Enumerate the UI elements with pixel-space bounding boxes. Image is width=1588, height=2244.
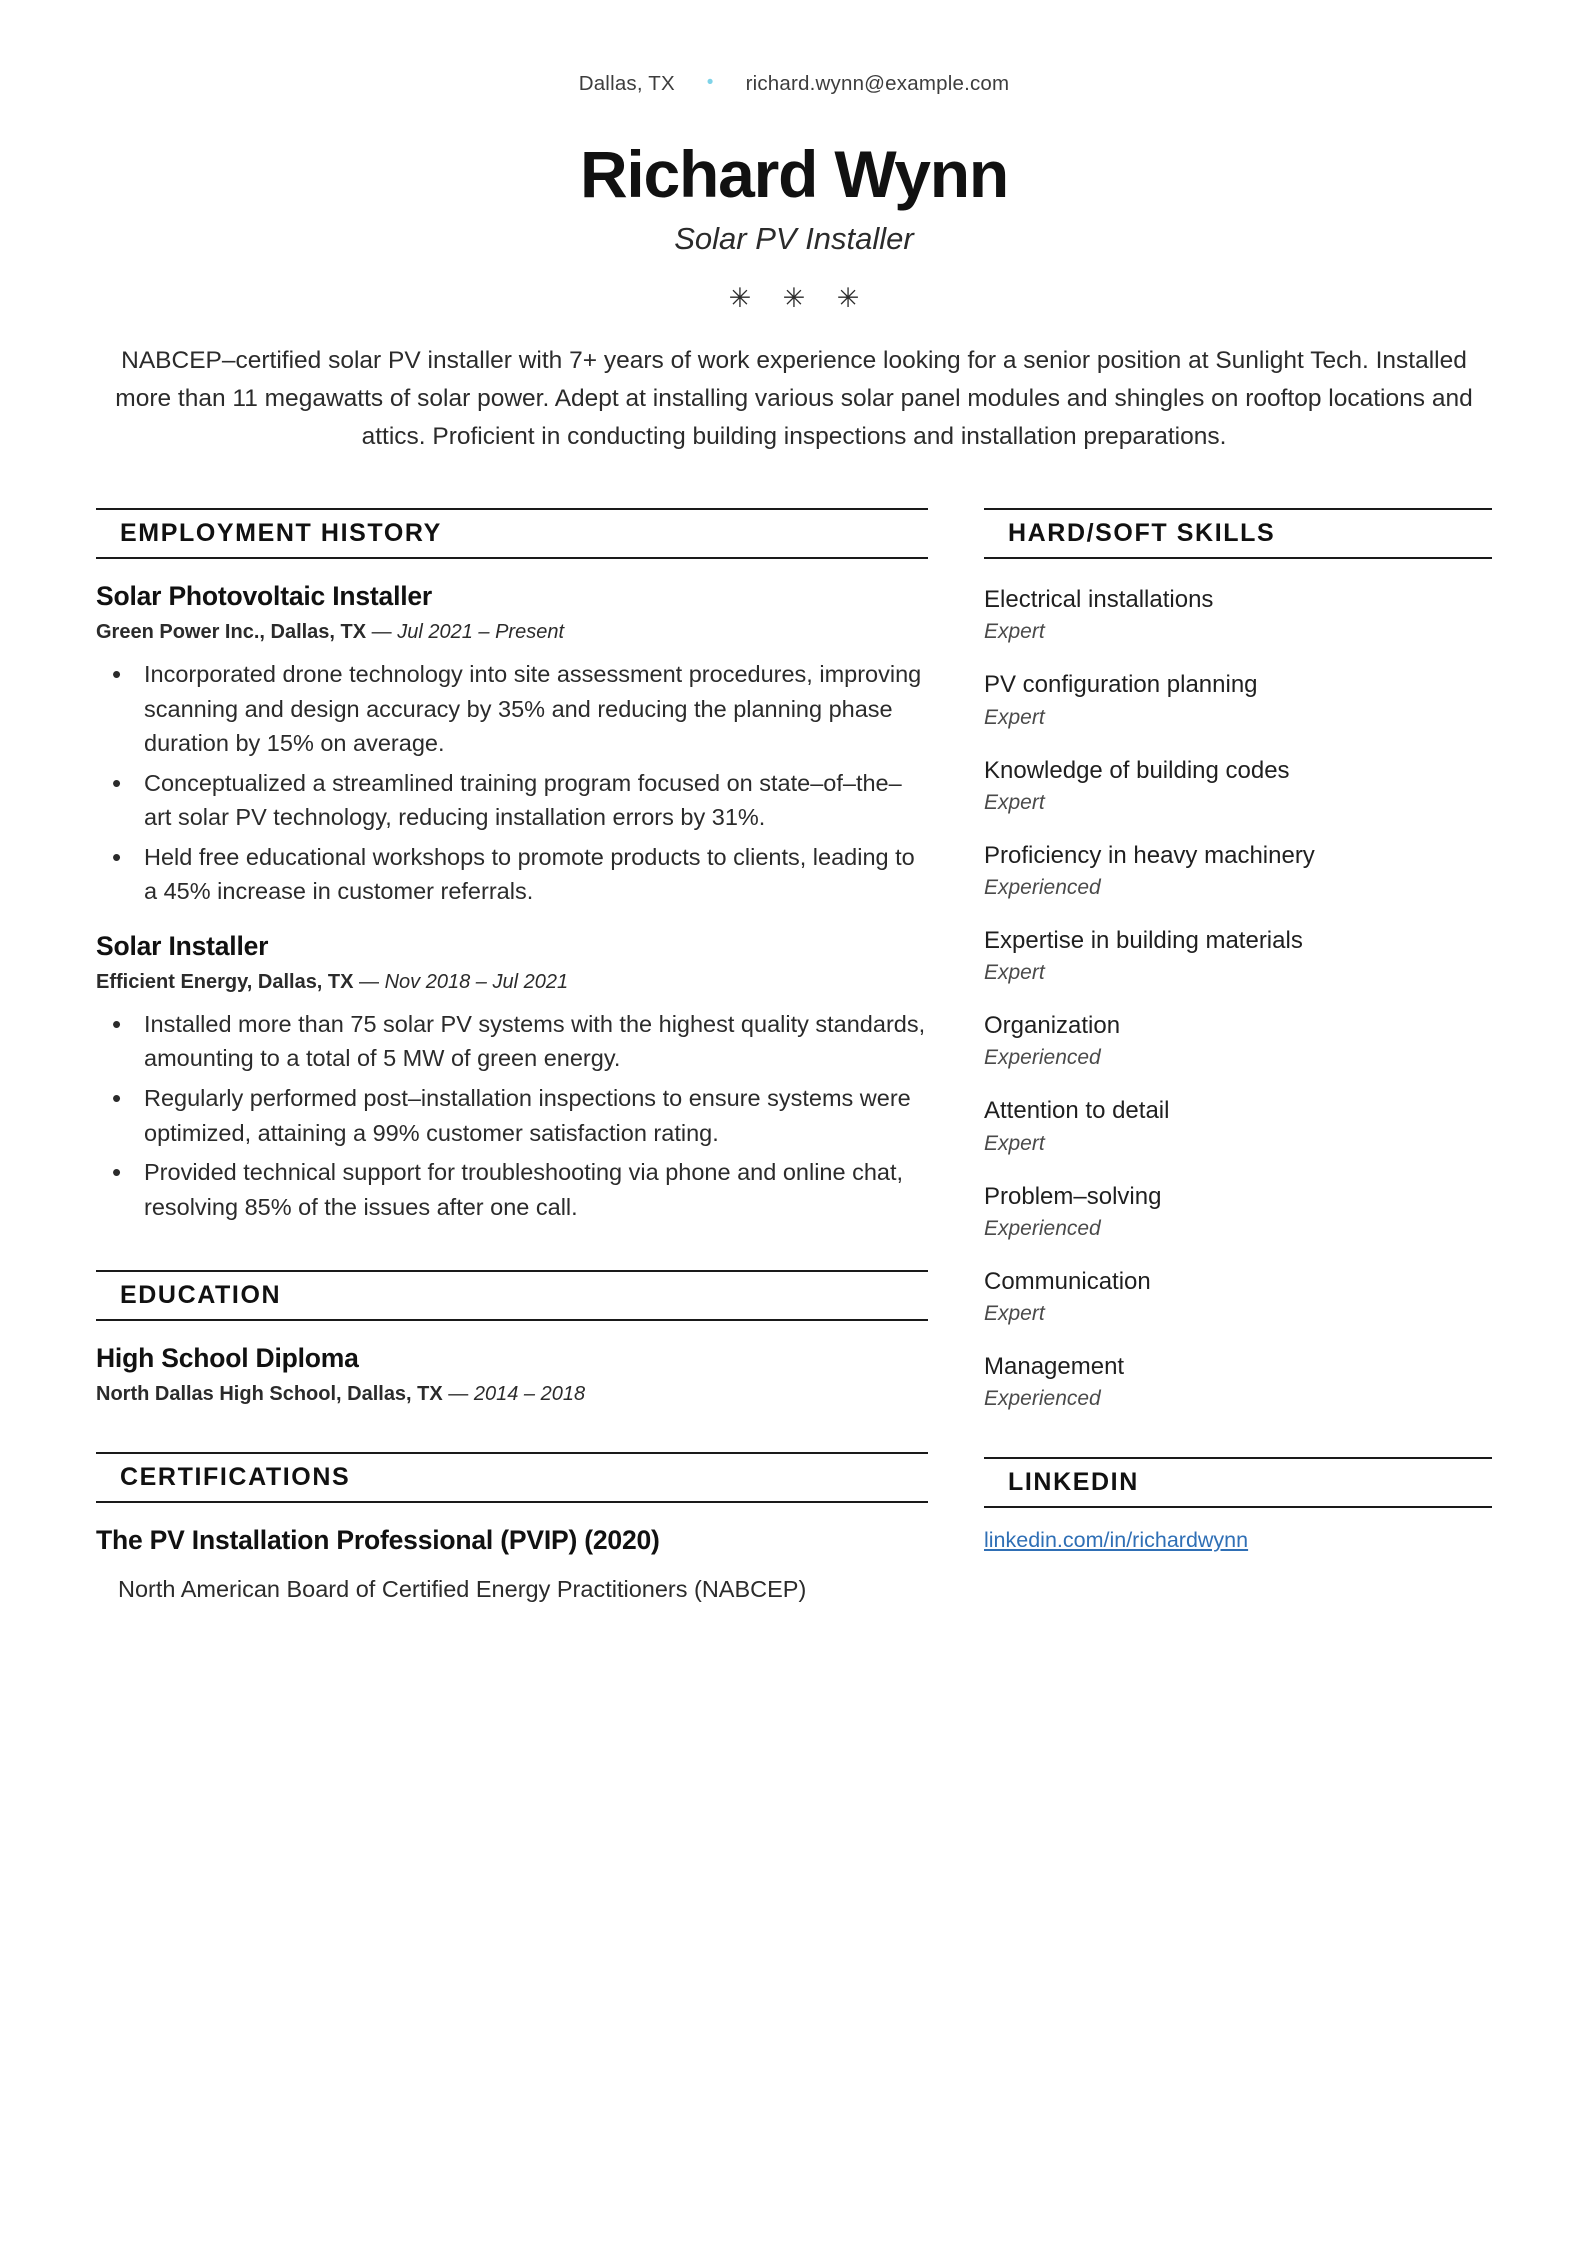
employment-entry-org: Efficient Energy, Dallas, TX (96, 970, 354, 993)
skill-level: Experienced (984, 1046, 1101, 1070)
section-skills (984, 508, 1492, 1411)
skill-name: Expertise in building materials (984, 926, 1303, 954)
employment-entry-org: Green Power Inc., Dallas, TX (96, 621, 367, 644)
employment-entry-title: Solar Installer (96, 930, 269, 961)
section-certifications (96, 1452, 928, 1607)
skill-level: Expert (984, 1301, 1045, 1325)
education-entry-dates: 2014 – 2018 (473, 1383, 586, 1406)
skill-level: Experienced (984, 1387, 1101, 1411)
employment-entry-meta (96, 621, 928, 644)
skill-item (984, 1351, 1492, 1411)
skill-item (984, 925, 1492, 985)
skill-name: Knowledge of building codes (984, 756, 1290, 784)
section-heading-employment: EMPLOYMENT HISTORY (96, 508, 928, 559)
left-column (96, 508, 928, 1617)
section-heading-certifications: CERTIFICATIONS (96, 1452, 928, 1503)
employment-entry-bullets (96, 657, 928, 909)
employment-entry-meta (96, 971, 928, 994)
skill-level: Experienced (984, 875, 1101, 899)
employment-entry-dash: — (366, 621, 398, 644)
skill-name: Organization (984, 1012, 1121, 1040)
skill-item (984, 1010, 1492, 1070)
section-heading-linkedin: LINKEDIN (984, 1457, 1492, 1508)
skill-name: Management (984, 1352, 1125, 1380)
skill-item (984, 840, 1492, 900)
skill-item (984, 1181, 1492, 1241)
right-column (984, 508, 1492, 1617)
skill-level: Experienced (984, 1216, 1101, 1240)
education-entry (96, 1343, 928, 1406)
list-item: • Incorporated drone technology into site assessment procedures, improving scanning and design accuracy by 35% and reducing the planning phase duration by 15% on average. (96, 657, 928, 761)
certification-entry (96, 1525, 928, 1607)
list-item: • Provided technical support for troubleshooting via phone and online chat, resolving 85% of the issues after one call. (96, 1155, 928, 1224)
job-title: Solar PV Installer (674, 221, 914, 257)
contact-line (96, 72, 1492, 96)
skill-level: Expert (984, 790, 1045, 814)
skill-name: Communication (984, 1267, 1151, 1295)
education-entry-org: North Dallas High School, Dallas, TX (96, 1383, 443, 1406)
skill-level: Expert (984, 705, 1045, 729)
skill-name: Proficiency in heavy machinery (984, 841, 1315, 869)
asterisk-divider-icon: ✳ ✳ ✳ (728, 283, 872, 314)
employment-entry-dates: Jul 2021 – Present (397, 621, 565, 644)
section-linkedin (984, 1457, 1492, 1553)
section-heading-education: EDUCATION (96, 1270, 928, 1321)
skill-item (984, 1266, 1492, 1326)
skill-level: Expert (984, 1131, 1045, 1155)
list-item: • Regularly performed post–installation inspections to ensure systems were optimized, attaining a 99% customer satisfaction rating. (96, 1081, 928, 1150)
linkedin-link[interactable]: linkedin.com/in/richardwynn (984, 1528, 1249, 1553)
employment-entry-dates: Nov 2018 – Jul 2021 (384, 970, 569, 993)
professional-summary: NABCEP–certified solar PV installer with 7+ years of work experience looking for a senior position at Sunlight Tech. Installed more than 11 megawatts of solar power. Adept at installing various solar panel modules and shingles on rooftop locations and attics. Proficient in conducting building inspections and installation preparations. (115, 347, 1473, 451)
skill-item (984, 669, 1492, 729)
section-employment-history (96, 508, 928, 1224)
page-title: Richard Wynn (579, 137, 1009, 211)
content-columns (96, 508, 1492, 1617)
employment-entry-dash: — (353, 970, 385, 993)
skill-item (984, 1095, 1492, 1155)
section-education (96, 1270, 928, 1406)
list-item: • Conceptualized a streamlined training program focused on state–of–the–art solar PV technology, reducing installation errors by 31%. (96, 766, 928, 835)
skill-name: Electrical installations (984, 586, 1214, 614)
employment-entry (96, 581, 928, 909)
skill-level: Expert (984, 620, 1045, 644)
list-item: • Held free educational workshops to promote products to clients, leading to a 45% increase in customer referrals. (96, 840, 928, 909)
education-entry-title: High School Diploma (96, 1343, 359, 1374)
list-item: • Installed more than 75 solar PV systems with the highest quality standards, amounting to a total of 5 MW of green energy. (96, 1007, 928, 1076)
skill-item (984, 755, 1492, 815)
skill-item (984, 584, 1492, 644)
employment-entry-title: Solar Photovoltaic Installer (96, 581, 433, 612)
certification-entry-title: The PV Installation Professional (PVIP) (2020) (96, 1525, 660, 1556)
education-entry-dash: — (442, 1383, 474, 1406)
contact-location: Dallas, TX (578, 72, 675, 95)
bullet-separator-icon: • (706, 72, 714, 93)
skill-name: Problem–solving (984, 1182, 1162, 1210)
skill-name: Attention to detail (984, 1097, 1170, 1125)
skill-level: Expert (984, 961, 1045, 985)
education-entry-meta (96, 1383, 928, 1406)
contact-email: richard.wynn@example.com (745, 72, 1010, 95)
employment-entry-bullets (96, 1007, 928, 1224)
section-heading-skills: HARD/SOFT SKILLS (984, 508, 1492, 559)
certification-entry-body: North American Board of Certified Energy Practitioners (NABCEP) (118, 1576, 807, 1603)
employment-entry (96, 931, 928, 1224)
skill-name: PV configuration planning (984, 671, 1258, 699)
